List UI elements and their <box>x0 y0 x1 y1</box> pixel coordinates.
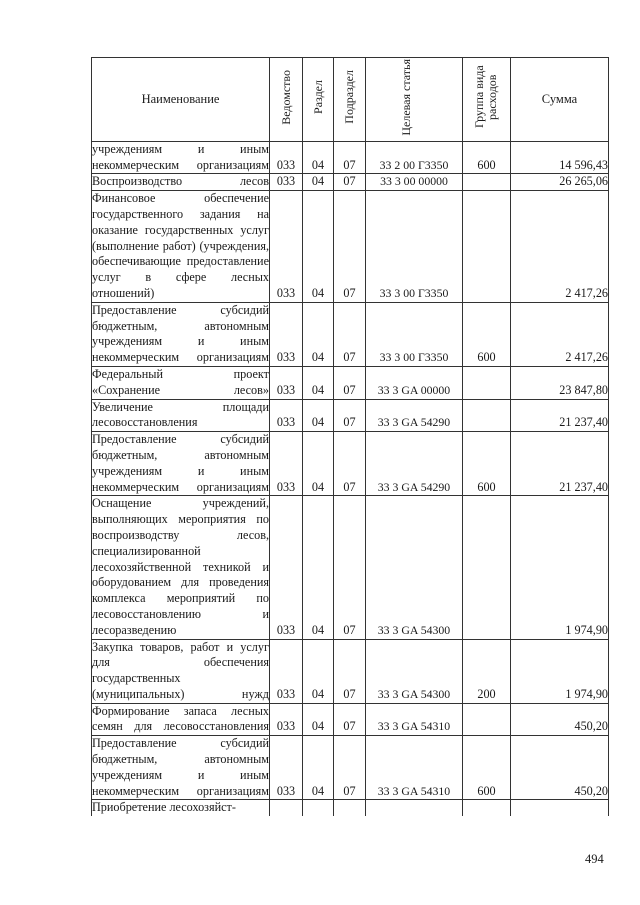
cell-vedomstvo: 033 <box>270 639 303 703</box>
cell-razdel: 04 <box>303 191 334 303</box>
table-row <box>92 141 609 174</box>
table-row <box>92 496 609 639</box>
table-row <box>92 800 609 816</box>
table-header <box>92 58 609 142</box>
table-row <box>92 302 609 366</box>
cell-name: Финансовое обеспечение государственного задания на оказание государственных услуг (выполнение работ) (учреждения, обеспечивающие предоставление услуг в сфере лесных отношений) <box>92 191 270 303</box>
cell-podrazdel: 07 <box>334 639 366 703</box>
header-podrazdel: Подраздел <box>334 58 366 142</box>
cell-csr: 33 3 GA 54300 <box>366 639 463 703</box>
cell-podrazdel: 07 <box>334 174 366 191</box>
cell-csr: 33 3 GA 00000 <box>366 366 463 399</box>
cell-vr: 600 <box>463 302 511 366</box>
cell-vr <box>463 800 511 816</box>
cell-vedomstvo: 033 <box>270 191 303 303</box>
table-row <box>92 399 609 432</box>
cell-vedomstvo: 033 <box>270 174 303 191</box>
cell-name: Предоставление субсидий бюджетным, автономным учреждениям и иным некоммерческим организациям <box>92 736 270 800</box>
table-row <box>92 174 609 191</box>
cell-razdel: 04 <box>303 141 334 174</box>
cell-vr <box>463 191 511 303</box>
cell-podrazdel: 07 <box>334 141 366 174</box>
cell-podrazdel: 07 <box>334 736 366 800</box>
cell-summa: 450,20 <box>511 703 609 736</box>
cell-csr: 33 3 00 Г3350 <box>366 191 463 303</box>
cell-name: Закупка товаров, работ и услуг для обеспечения государственных (муниципальных) нужд <box>92 639 270 703</box>
cell-summa: 14 596,43 <box>511 141 609 174</box>
cell-summa: 1 974,90 <box>511 496 609 639</box>
cell-summa: 450,20 <box>511 736 609 800</box>
header-vr: Группа вида расходов <box>463 58 511 142</box>
cell-podrazdel: 07 <box>334 366 366 399</box>
cell-podrazdel: 07 <box>334 399 366 432</box>
cell-name: Воспроизводство лесов <box>92 174 270 191</box>
cell-razdel: 04 <box>303 496 334 639</box>
cell-name: Федеральный проект «Сохранение лесов» <box>92 366 270 399</box>
cell-podrazdel: 07 <box>334 191 366 303</box>
cell-csr: 33 3 00 00000 <box>366 174 463 191</box>
cell-razdel: 04 <box>303 432 334 496</box>
cell-vr <box>463 399 511 432</box>
cell-csr: 33 2 00 Г3350 <box>366 141 463 174</box>
cell-name: Приобретение лесохозяйст- <box>92 800 270 816</box>
cell-summa <box>511 800 609 816</box>
cell-vr: 200 <box>463 639 511 703</box>
cell-csr: 33 3 GA 54300 <box>366 496 463 639</box>
header-vedomstvo: Ведомство <box>270 58 303 142</box>
cell-summa: 26 265,06 <box>511 174 609 191</box>
cell-razdel: 04 <box>303 399 334 432</box>
cell-vedomstvo: 033 <box>270 736 303 800</box>
cell-vedomstvo <box>270 800 303 816</box>
cell-podrazdel <box>334 800 366 816</box>
table-row <box>92 703 609 736</box>
table-body <box>92 141 609 816</box>
cell-csr: 33 3 GA 54310 <box>366 736 463 800</box>
cell-vr: 600 <box>463 432 511 496</box>
cell-summa: 21 237,40 <box>511 399 609 432</box>
cell-podrazdel: 07 <box>334 496 366 639</box>
table-row <box>92 191 609 303</box>
cell-vr <box>463 366 511 399</box>
cell-razdel: 04 <box>303 174 334 191</box>
cell-vedomstvo: 033 <box>270 703 303 736</box>
cell-podrazdel: 07 <box>334 432 366 496</box>
cell-csr: 33 3 GA 54290 <box>366 432 463 496</box>
cell-vr: 600 <box>463 141 511 174</box>
cell-summa: 2 417,26 <box>511 191 609 303</box>
cell-name: Оснащение учреждений, выполняющих мероприятия по воспроизводству лесов, специализированной лесохозяйственной техникой и оборудованием для проведения комплекса мероприятий по лесовосстановлению и лесоразведению <box>92 496 270 639</box>
cell-name: Предоставление субсидий бюджетным, автономным учреждениям и иным некоммерческим организациям <box>92 432 270 496</box>
cell-razdel: 04 <box>303 703 334 736</box>
cell-podrazdel: 07 <box>334 302 366 366</box>
header-name: Наименование <box>92 58 270 142</box>
cell-razdel: 04 <box>303 736 334 800</box>
cell-name: учреждениям и иным некоммерческим организациям <box>92 141 270 174</box>
cell-vedomstvo: 033 <box>270 399 303 432</box>
cell-name: Предоставление субсидий бюджетным, автономным учреждениям и иным некоммерческим организациям <box>92 302 270 366</box>
header-summa: Сумма <box>511 58 609 142</box>
cell-summa: 21 237,40 <box>511 432 609 496</box>
cell-csr: 33 3 GA 54290 <box>366 399 463 432</box>
table-row <box>92 736 609 800</box>
table-row <box>92 639 609 703</box>
header-razdel: Раздел <box>303 58 334 142</box>
cell-razdel: 04 <box>303 366 334 399</box>
cell-razdel <box>303 800 334 816</box>
cell-vedomstvo: 033 <box>270 302 303 366</box>
header-csr: Целевая статья <box>366 58 463 142</box>
table-row <box>92 366 609 399</box>
cell-summa: 23 847,80 <box>511 366 609 399</box>
cell-vr <box>463 703 511 736</box>
cell-csr: 33 3 00 Г3350 <box>366 302 463 366</box>
cell-vr: 600 <box>463 736 511 800</box>
cell-summa: 2 417,26 <box>511 302 609 366</box>
budget-table <box>91 57 609 816</box>
cell-csr: 33 3 GA 54310 <box>366 703 463 736</box>
cell-vedomstvo: 033 <box>270 496 303 639</box>
cell-summa: 1 974,90 <box>511 639 609 703</box>
table-row <box>92 432 609 496</box>
cell-razdel: 04 <box>303 302 334 366</box>
cell-name: Увеличение площади лесовосстановления <box>92 399 270 432</box>
cell-name: Формирование запаса лесных семян для лесовосстановления <box>92 703 270 736</box>
cell-vedomstvo: 033 <box>270 141 303 174</box>
cell-vedomstvo: 033 <box>270 432 303 496</box>
cell-vr <box>463 174 511 191</box>
cell-razdel: 04 <box>303 639 334 703</box>
cell-podrazdel: 07 <box>334 703 366 736</box>
cell-vedomstvo: 033 <box>270 366 303 399</box>
cell-csr <box>366 800 463 816</box>
cell-vr <box>463 496 511 639</box>
page-number: 494 <box>585 852 604 866</box>
